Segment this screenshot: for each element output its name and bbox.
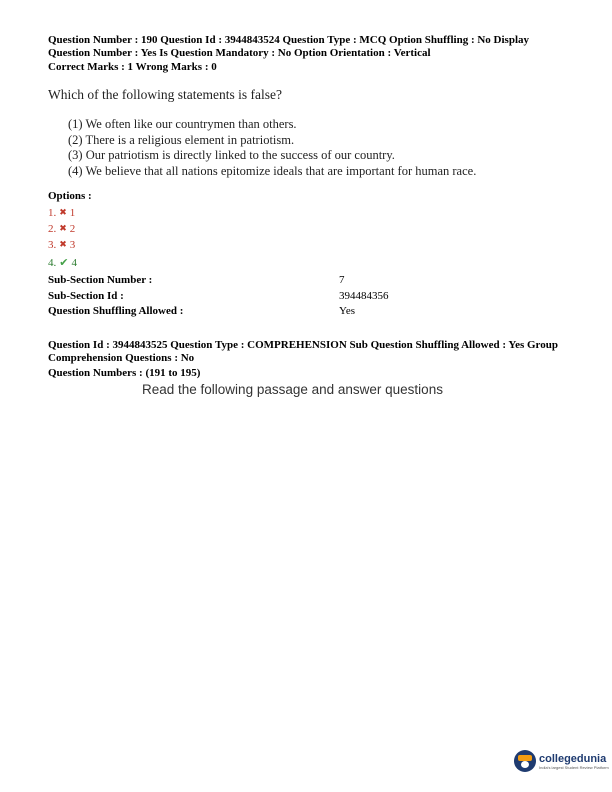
option-number: 1. xyxy=(48,207,57,219)
options-title: Options : xyxy=(48,190,92,202)
option-label: 4 xyxy=(71,256,77,269)
subsection-id-value: 394484356 xyxy=(339,290,389,302)
question-numbers: Question Numbers : (191 to 195) xyxy=(48,367,201,379)
statement-list xyxy=(68,117,476,179)
option-number: 3. xyxy=(48,239,57,251)
statement-4: (4) We believe that all nations epitomize ideals that are important for human race. xyxy=(68,163,477,178)
question-text: Which of the following statements is false? xyxy=(48,87,282,102)
marks-line: Correct Marks : 1 Wrong Marks : 0 xyxy=(48,61,217,73)
option-label: 3 xyxy=(69,239,76,251)
option-3 xyxy=(48,239,75,251)
option-label: 1 xyxy=(69,207,76,219)
question-header-line-2: Question Number : Yes Is Question Mandatory : No Option Orientation : Vertical xyxy=(48,47,431,59)
comprehension-line-2: Comprehension Questions : No xyxy=(48,352,195,364)
option-2 xyxy=(48,223,75,235)
statement-1: (1) We often like our countrymen than others. xyxy=(68,117,297,131)
option-number: 2. xyxy=(48,223,57,235)
comprehension-line-1: Question Id : 3944843525 Question Type : COMPREHENSION Sub Question Shuffling Allowed : Yes Group xyxy=(48,339,558,351)
cross-icon: ✖ xyxy=(59,208,67,218)
logo-name: collegedunia xyxy=(539,752,607,765)
logo-tagline: India's largest Student Review Platform xyxy=(539,764,609,770)
subsection-id-label: Sub-Section Id : xyxy=(48,290,124,302)
check-icon: ✔ xyxy=(59,256,69,269)
question-header-line-1: Question Number : 190 Question Id : 3944843524 Question Type : MCQ Option Shuffling : No Display xyxy=(48,34,530,46)
shuffle-value: Yes xyxy=(339,305,356,317)
option-1 xyxy=(48,207,75,219)
cross-icon: ✖ xyxy=(59,224,67,234)
option-number: 4. xyxy=(48,256,57,269)
option-4 xyxy=(48,256,77,269)
statement-3: (3) Our patriotism is directly linked to the success of our country. xyxy=(68,148,395,162)
cross-icon: ✖ xyxy=(59,240,67,250)
statement-2: (2) There is a religious element in patriotism. xyxy=(68,132,295,147)
shuffle-label: Question Shuffling Allowed : xyxy=(48,305,184,317)
subsection-number-label: Sub-Section Number : xyxy=(48,274,153,286)
subsection-number-value: 7 xyxy=(339,274,345,286)
passage-instruction: Read the following passage and answer questions xyxy=(142,382,443,397)
collegedunia-logo xyxy=(514,750,609,772)
option-label: 2 xyxy=(69,223,76,235)
graduation-cap-icon xyxy=(514,750,536,772)
